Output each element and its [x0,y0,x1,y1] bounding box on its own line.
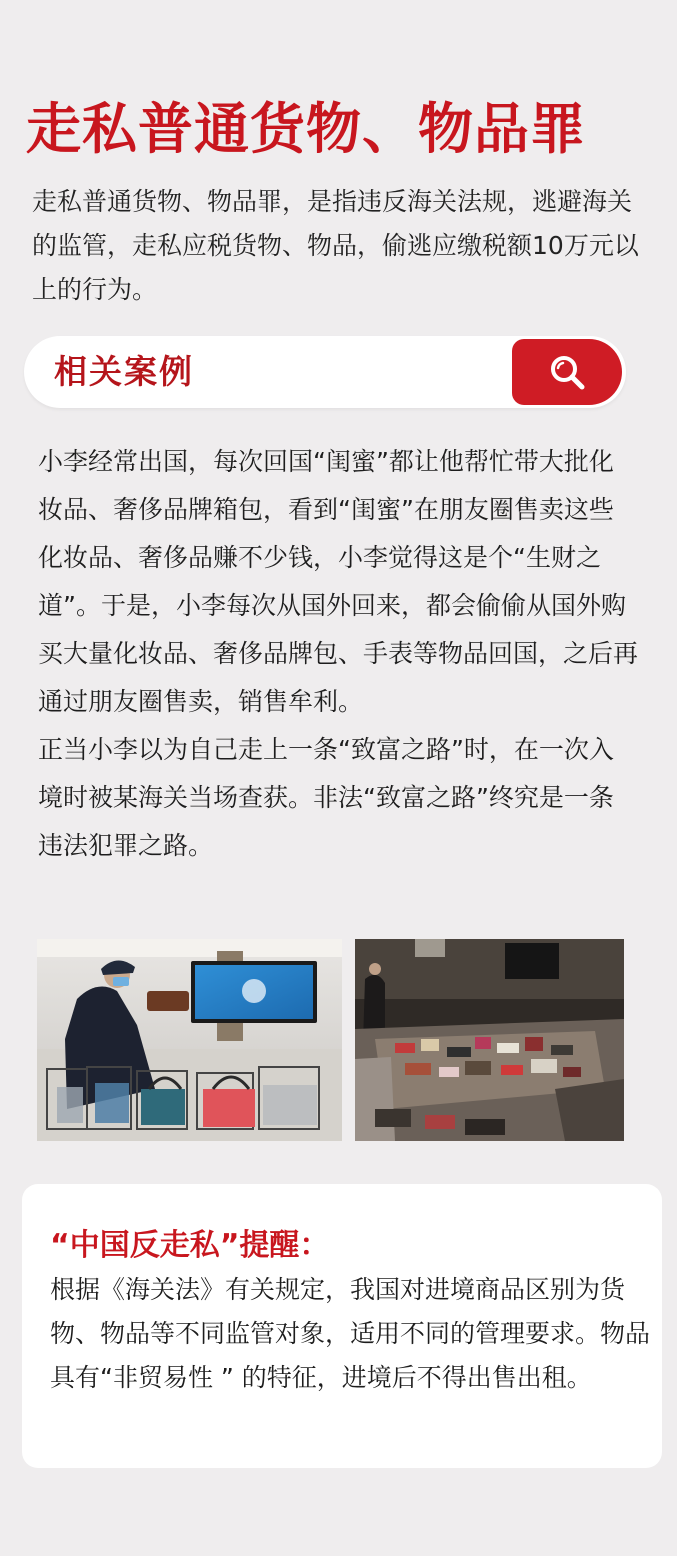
reminder-title: “中国反走私”提醒： [50,1228,330,1263]
story-paragraph-2: 正当小李以为自己走上一条“致富之路”时，在一次入境时被某海关当场查获。非法“致富之路”终究是一条违法犯罪之路。 [38,735,614,860]
seized-goods-photo [355,939,624,1141]
reminder-body: 根据《海关法》有关规定，我国对进境商品区别为货物、物品等不同监管对象，适用不同的管理要求。物品具有“非贸易性 ” 的特征，进境后不得出售出租。 [50,1275,651,1392]
search-icon [547,352,587,392]
customs-inspection-photo [37,939,342,1141]
case-section-label: 相关案例 [54,352,194,391]
search-button[interactable] [512,339,622,405]
case-section-bar [24,336,626,408]
case-story [38,438,638,870]
intro-paragraph: 走私普通货物、物品罪，是指违反海关法规，逃避海关的监管，走私应税货物、物品，偷逃应缴税额10万元以上的行为。 [32,187,639,304]
story-paragraph-1: 小李经常出国，每次回国“闺蜜”都让他帮忙带大批化妆品、奢侈品牌箱包，看到“闺蜜”在朋友圈售卖这些化妆品、奢侈品赚不少钱，小李觉得这是个“生财之道”。于是，小李每次从国外回来，都会偷偷从国外购买大量化妆品、奢侈品牌包、手表等物品回国，之后再通过朋友圈售卖，销售牟利。 [38,447,639,716]
page-title: 走私普通货物、物品罪 [26,97,587,161]
reminder-card [22,1184,662,1468]
